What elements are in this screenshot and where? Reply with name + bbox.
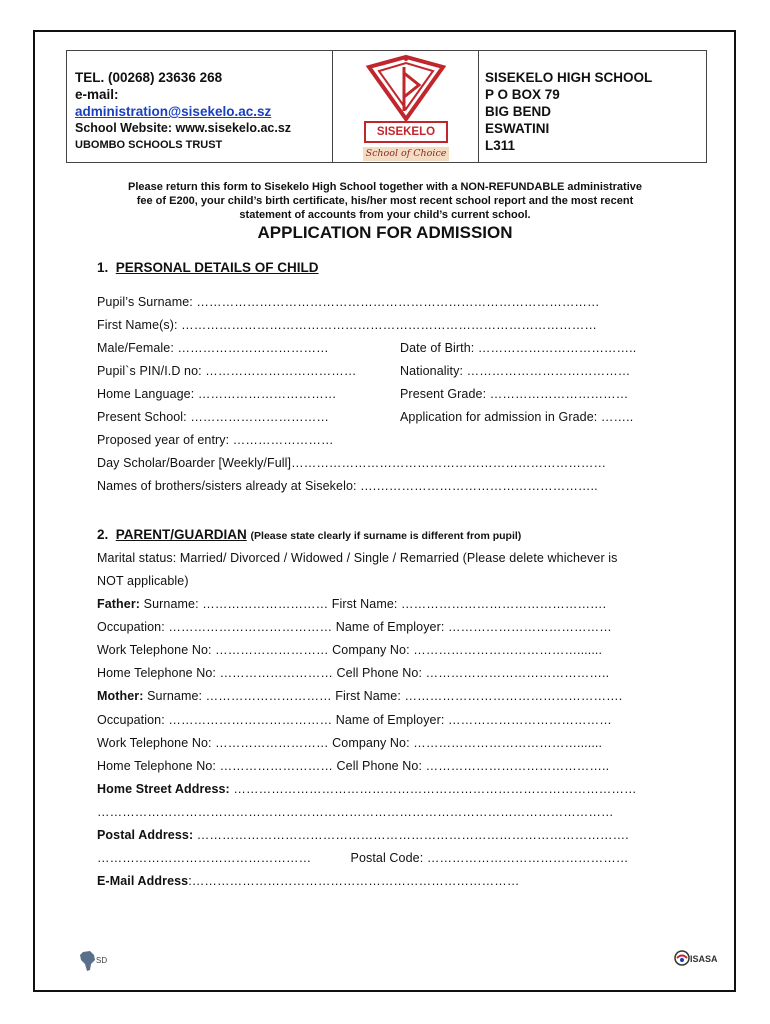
postal-address-label: Postal Address: xyxy=(97,828,194,842)
section-title: PERSONAL DETAILS OF CHILD xyxy=(115,260,319,275)
field-email-address[interactable]: :…………………………………………………………………… xyxy=(188,874,520,888)
instructions-line: fee of E200, your child’s birth certificate, his/her most recent school report and the most recent xyxy=(136,195,634,207)
instructions-line: Please return this form to Sisekelo High School together with a NON-REFUNDABLE administrative xyxy=(127,181,643,193)
field-postal-address[interactable]: …………………………………………………………………………………………. xyxy=(196,828,629,842)
school-logo xyxy=(361,53,451,161)
field-mother-work-telephone[interactable]: Work Telephone No: ……………………… Company No: …………………………………....... xyxy=(97,736,603,750)
field-home-address-continued[interactable]: …………………………………………………………………………………………………………… xyxy=(97,805,614,819)
town: BIG BEND xyxy=(485,104,552,119)
footer-right-logo xyxy=(674,950,734,970)
field-siblings[interactable]: Names of brothers/sisters already at Sisekelo: ….…………………………………………….. xyxy=(97,479,598,493)
isasa-text: ISASA xyxy=(690,954,718,964)
mother-surname-row[interactable] xyxy=(97,689,622,703)
home-address-row[interactable] xyxy=(97,782,637,796)
field-scholar-boarder[interactable]: Day Scholar/Boarder [Weekly/Full]………………………………………………………………… xyxy=(97,456,607,470)
field-present-school[interactable]: Present School: …………………………… xyxy=(97,410,329,424)
africa-map-icon xyxy=(78,950,98,972)
isasa-logo-icon xyxy=(674,950,690,966)
field-proposed-year[interactable]: Proposed year of entry: …………………… xyxy=(97,433,334,447)
field-grade-applied[interactable]: Application for admission in Grade: …….. xyxy=(400,410,634,424)
mother-label: Mother: xyxy=(97,689,144,703)
field-father-work-telephone[interactable]: Work Telephone No: ……………………… Company No: …………………………………....... xyxy=(97,643,603,657)
logo-motto: School of Choice xyxy=(363,147,449,161)
marital-status[interactable]: Marital status: Married/ Divorced / Widowed / Single / Remarried (Please delete whichever is xyxy=(97,551,618,565)
field-mother-names[interactable]: Surname: ………………………… First Name: ……………………………………………. xyxy=(147,689,623,703)
trust-name: UBOMBO SCHOOLS TRUST xyxy=(75,139,223,151)
field-first-names[interactable]: First Name(s): ……………………………………………………………………………………… xyxy=(97,318,597,332)
country: ESWATINI xyxy=(485,121,550,136)
section-number: 1. xyxy=(97,260,109,275)
field-nationality[interactable]: Nationality: ………………………………… xyxy=(400,364,631,378)
section-title: PARENT/GUARDIAN xyxy=(115,527,247,542)
father-surname-row[interactable] xyxy=(97,597,606,611)
letterhead xyxy=(66,50,707,163)
field-pin[interactable]: Pupil`s PIN/I.D no: ……………………………… xyxy=(97,364,357,378)
footer-left-logo-text: SD xyxy=(96,956,108,965)
page-title: APPLICATION FOR ADMISSION xyxy=(257,223,513,242)
field-home-address[interactable]: …………………………………………………………………………………… xyxy=(233,782,637,796)
section-1-heading xyxy=(97,260,319,275)
shield-icon xyxy=(361,53,451,123)
section-note: (Please state clearly if surname is different from pupil) xyxy=(250,530,522,542)
field-date-of-birth[interactable]: Date of Birth: ……………………………….. xyxy=(400,341,637,355)
header-divider xyxy=(332,51,333,162)
email-row[interactable] xyxy=(97,874,519,888)
email-label: e-mail: xyxy=(75,87,119,102)
school-name: SISEKELO HIGH SCHOOL xyxy=(485,70,653,85)
field-present-grade[interactable]: Present Grade: …………………………… xyxy=(400,387,629,401)
marital-status-note: NOT applicable) xyxy=(97,574,189,588)
field-gender[interactable]: Male/Female: ……………………………… xyxy=(97,341,329,355)
field-mother-occupation[interactable]: Occupation: ………………………………… Name of Employer: ………………………………… xyxy=(97,713,612,727)
email-link[interactable]: administration@sisekelo.ac.sz xyxy=(75,104,272,119)
postal-address-row[interactable] xyxy=(97,828,629,842)
page-border xyxy=(33,30,736,992)
field-father-names[interactable]: Surname: ………………………… First Name: …………………………………………. xyxy=(143,597,607,611)
home-address-label: Home Street Address: xyxy=(97,782,230,796)
email-address-label: E-Mail Address xyxy=(97,874,189,888)
footer-left-logo xyxy=(78,950,126,974)
website: School Website: www.sisekelo.ac.sz xyxy=(75,121,292,135)
header-divider xyxy=(478,51,479,162)
logo-name: SISEKELO xyxy=(364,121,448,143)
instructions-line: statement of accounts from your child’s current school. xyxy=(239,209,531,221)
field-father-home-telephone[interactable]: Home Telephone No: ……………………… Cell Phone No: …………………………………….. xyxy=(97,666,610,680)
field-mother-home-telephone[interactable]: Home Telephone No: ……………………… Cell Phone No: …………………………………….. xyxy=(97,759,610,773)
postal-code: L311 xyxy=(485,138,516,153)
field-postal-code[interactable]: …………………………………………… Postal Code: ………………………………………… xyxy=(97,851,629,865)
contact-block xyxy=(75,69,330,154)
father-label: Father: xyxy=(97,597,141,611)
field-home-language[interactable]: Home Language: …………………………… xyxy=(97,387,337,401)
instructions xyxy=(70,180,700,222)
field-father-occupation[interactable]: Occupation: ………………………………… Name of Employer: ………………………………… xyxy=(97,620,612,634)
po-box: P O BOX 79 xyxy=(485,87,560,102)
telephone: TEL. (00268) 23636 268 xyxy=(75,70,223,85)
section-number: 2. xyxy=(97,527,109,542)
section-2-heading xyxy=(97,527,521,542)
address-block xyxy=(485,69,705,154)
field-surname[interactable]: Pupil’s Surname: …………………………………………………………………………………… xyxy=(97,295,600,309)
